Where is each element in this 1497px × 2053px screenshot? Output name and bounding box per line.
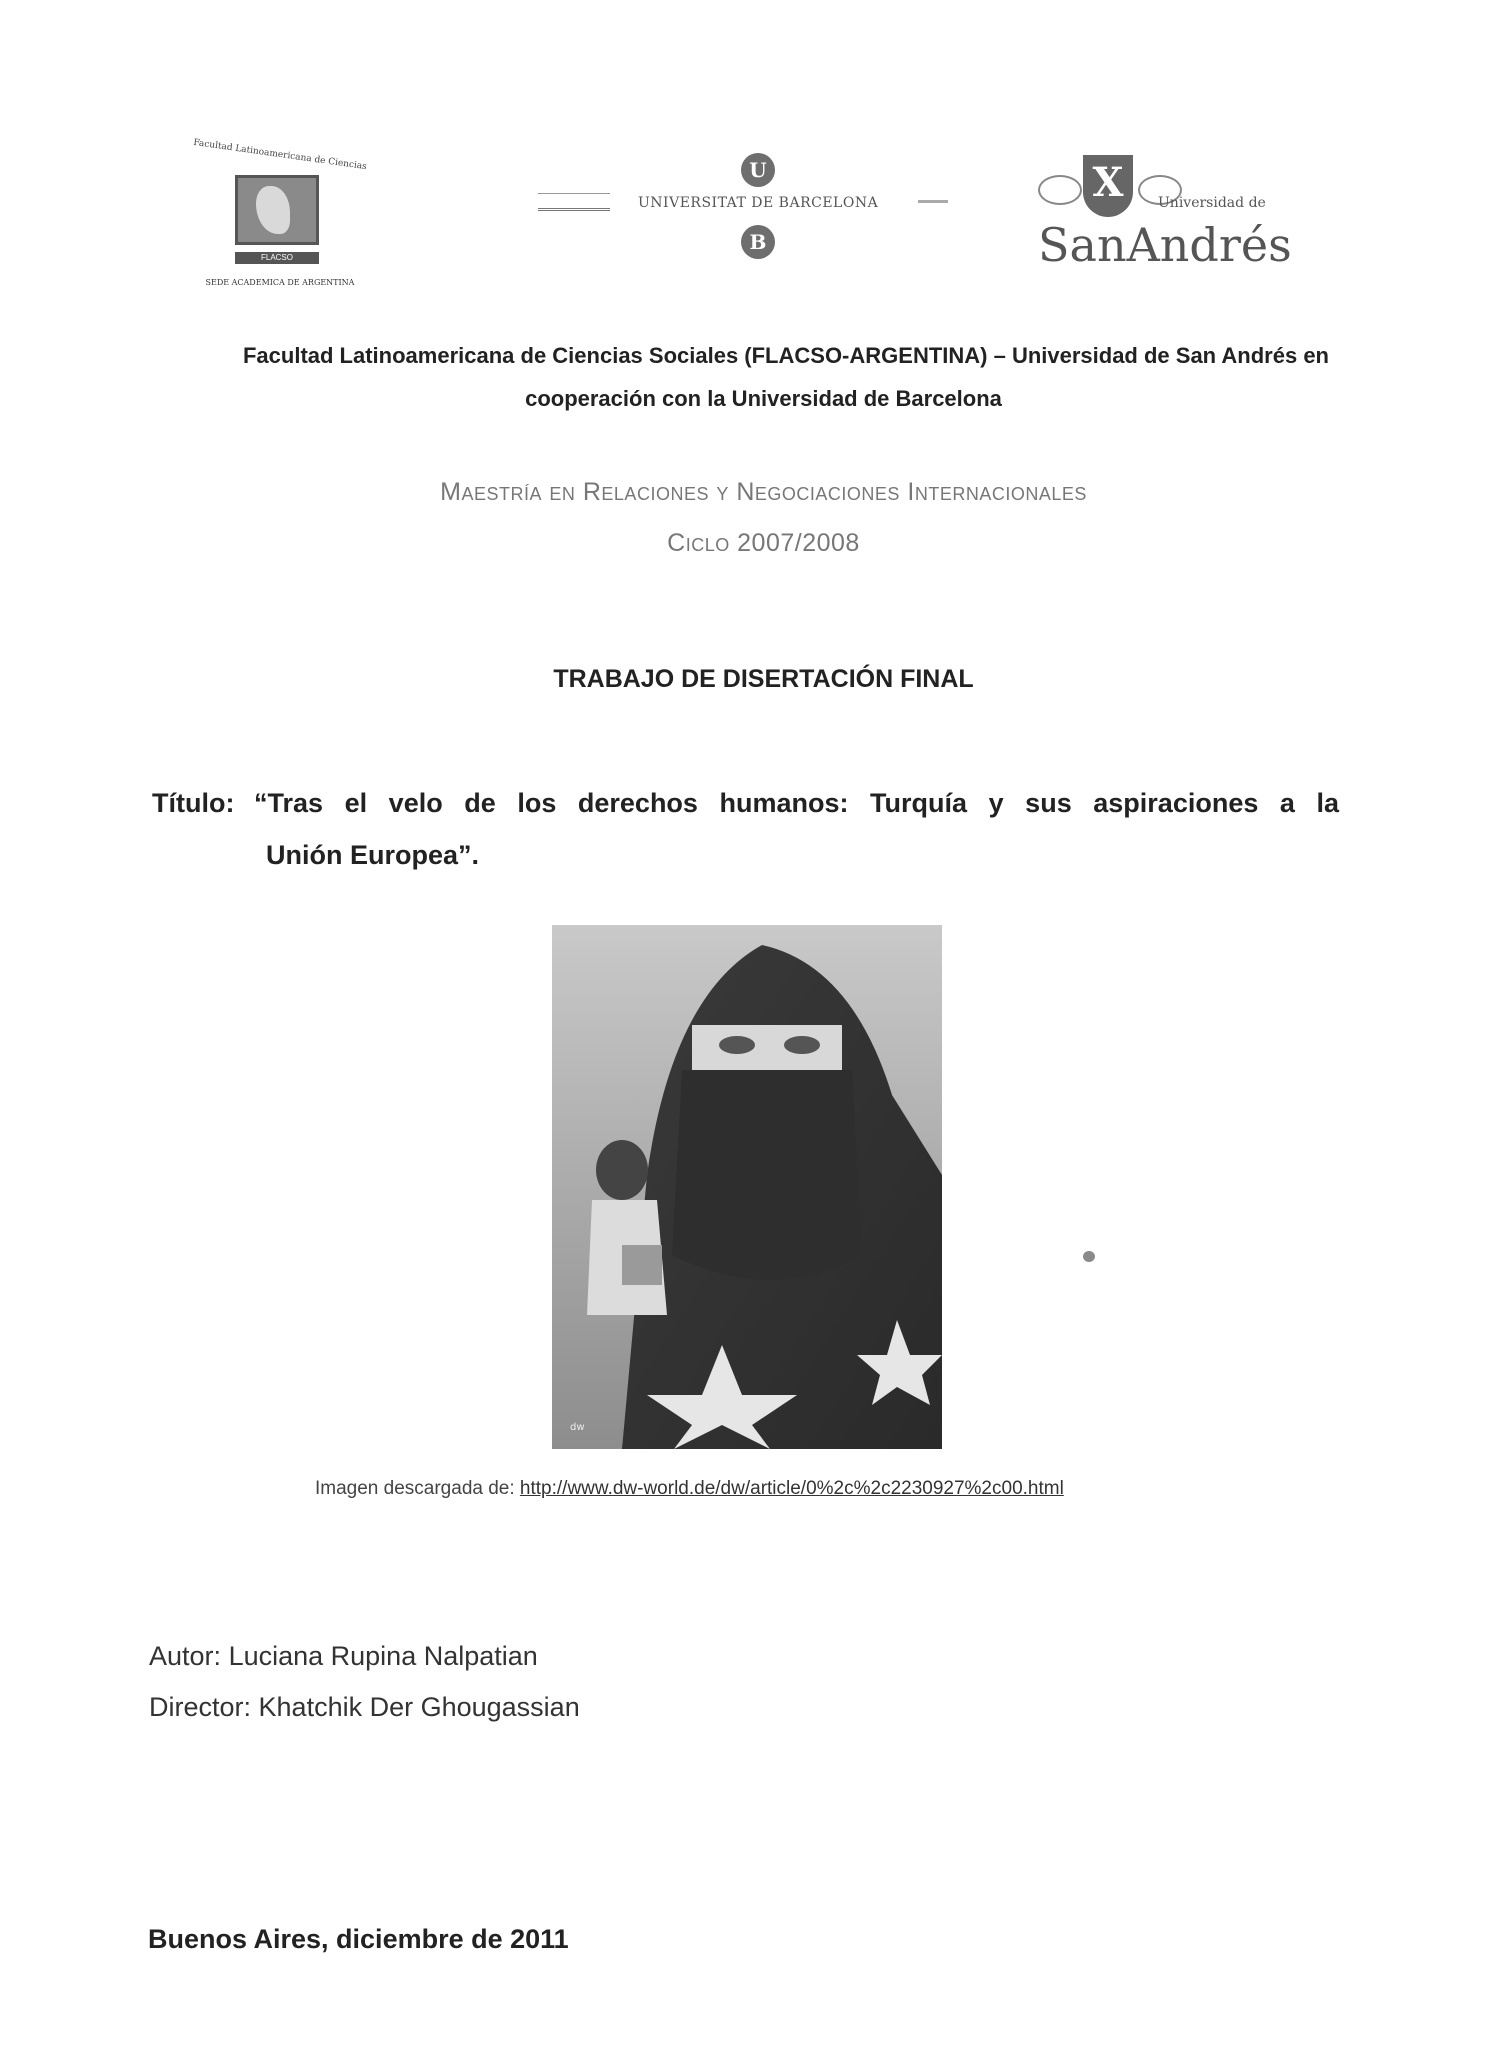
place-date: Buenos Aires, diciembre de 2011 (148, 1924, 569, 1954)
ub-building-icon (538, 193, 610, 211)
san-andres-wordmark: SanAndrés (1038, 218, 1292, 272)
image-caption-prefix: Imagen descargada de: (315, 1478, 515, 1499)
san-andres-logo (1038, 155, 1318, 275)
institutions-line-1: Facultad Latinoamericana de Ciencias Sociales (FLACSO-ARGENTINA) – Universidad de San Andrés en (242, 343, 1329, 368)
work-type-heading: TRABAJO DE DISERTACIÓN FINAL (553, 665, 974, 693)
shield-icon: X (1083, 155, 1133, 217)
title-line-1: “Tras el velo de los derechos humanos: Turquía y sus aspiraciones a la (254, 788, 1339, 818)
flacso-bar: FLACSO (235, 252, 319, 264)
ub-logo (538, 145, 898, 275)
title-label: Título: (152, 788, 235, 818)
image-caption (315, 1478, 1064, 1500)
author-line (149, 1641, 538, 1672)
flacso-logo-ring-text: Facultad Latinoamericana de Ciencias (192, 137, 368, 173)
scan-speck (1083, 1251, 1095, 1262)
flacso-map-emblem (235, 175, 319, 245)
flacso-sede-text: SEDE ACADEMICA DE ARGENTINA (205, 278, 355, 287)
image-source-link[interactable]: http://www.dw-world.de/dw/article/0%2c%2c2230927%2c00.html (519, 1478, 1064, 1499)
ub-letter-b: B (741, 225, 775, 259)
director-label: Director: (149, 1692, 252, 1722)
program-cycle: Ciclo 2007/2008 (667, 529, 860, 557)
ub-name: UNIVERSITAT DE BARCELONA (638, 195, 879, 211)
director-line (149, 1692, 580, 1723)
flacso-logo (175, 135, 375, 295)
san-andres-university-label: Universidad de (1158, 195, 1266, 211)
ub-divider (918, 200, 948, 203)
institutions-line-2: cooperación con la Universidad de Barcelona (525, 386, 1002, 411)
author-label: Autor: (149, 1641, 222, 1671)
laurel-left-icon (1038, 175, 1082, 205)
svg-text:dw: dw (570, 1422, 585, 1433)
program-name: Maestría en Relaciones y Negociaciones Internacionales (440, 478, 1087, 506)
title-line-2: Unión Europea”. (266, 840, 480, 870)
author-name: Luciana Rupina Nalpatian (228, 1641, 538, 1671)
cover-photo (552, 925, 942, 1449)
director-name: Khatchik Der Ghougassian (258, 1692, 580, 1722)
ub-letter-u: U (741, 153, 775, 187)
